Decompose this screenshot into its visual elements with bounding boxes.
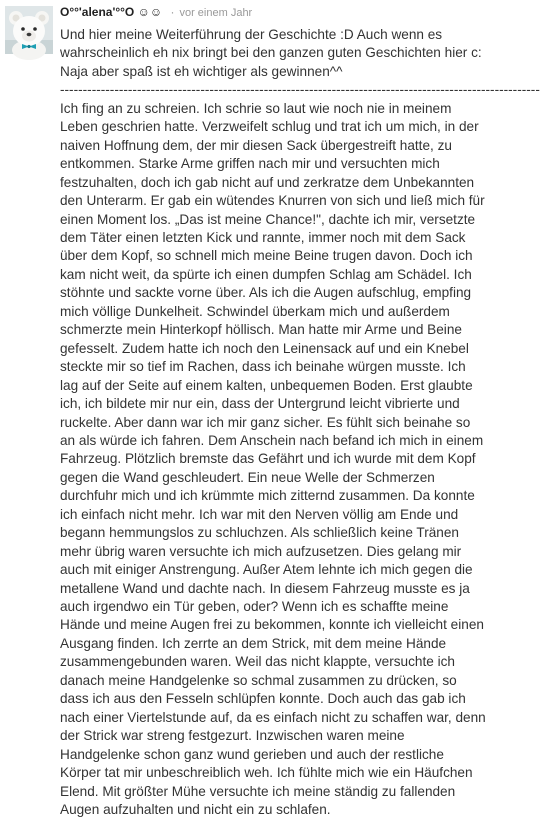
meta-separator: ·: [170, 5, 175, 19]
avatar[interactable]: [5, 6, 53, 54]
story-paragraph: Ich fing an zu schreien. Ich schrie so laut wie noch nie in meinem Leben geschrien hatte. Verzweifelt schlug und trat ich um mich, in der naiven Hoffnung dem, der mir diesen Sack übergestreift hatte, zu entkommen. Starke Arme griffen nach mir und versuchten mich festzuhalten, doch ich gab nicht auf und zerkratze dem Unbekannten den Unterarm. Er gab ein wütendes Knurren von sich und ließ mich für einen Moment los. „Das ist meine Chance!", dachte ich mir, versetzte dem Täter einen letzten Kick und rannte, immer noch mit dem Sack über dem Kopf, so schnell mich meine Beine trugen davon. Doch ich kam nicht weit, da spürte ich einen dumpfen Schlag am Schädel. Ich stöhnte und sackte vorne über. Als ich die Augen aufschlug, empfing mich völlige Dunkelheit. Schwindel überkam mich und außerdem schmerzte mein Hinterkopf höllisch. Man hatte mir Arme und Beine gefesselt. Zudem hatte ich noch den Leinensack auf und ein Knebel steckte mir so tief im Rachen, dass ich beinahe würgen musste. Ich lag auf der Seite auf einem kalten, unbequemen Boden. Erst glaubte ich, ich bildete mir nur ein, dass der Untergrund leicht vibrierte und ruckelte. Aber dann war ich mir ganz sicher. Es fühlt sich beinahe so an als würde ich fahren. Dem Anschein nach befand ich mich in einem Fahrzeug. Plötzlich bremste das Gefährt und ich wurde mit dem Kopf gegen die Wand geschleudert. Ein neue Welle der Schmerzen durchfuhr mich und ich krümmte mich zitternd zusammen. Da konnte ich einfach nicht mehr. Ich war mit den Nerven völlig am Ende und begann hemmungslos zu schluchzen. Als schließlich keine Tränen mehr übrig waren versuchte ich mich aufzusetzen. Dies gelang mir auch mit einiger Anstrengung. Außer Atem lehnte ich mich gegen die metallene Wand und dachte nach. In diesem Fahrzeug musste es ja auch irgendwo ein Tür geben, oder? Wenn ich es schaffte meine Hände und meine Augen frei zu bekommen, konnte ich vielleicht einen Ausgang finden. Ich zerrte an dem Strick, mit dem meine Hände zusammengebunden waren. Weil das nicht klappte, versuchte ich danach meine Handgelenke so schmal zusammen zu drücken, so dass ich aus den Fesseln schlüpfen konnte. Doch auch das gab ich nach einer Viertelstunde auf, da es einfach nicht zu schaffen war, denn der Strick war streng festgezurt. Inzwischen waren meine Handgelenke schon ganz wund gerieben und auch der restliche Körper tat mir unbeschreiblich weh. Ich fühlte mich wie ein Häufchen Elend. Mit größter Mühe versuchte ich meine ständig zu fallenden Augen aufzuhalten und nicht ein zu schlafen.: [60, 100, 486, 818]
author-name: O°°'alena'°°O: [60, 5, 135, 19]
text-divider: ----------------------------------------------------------------------------------------------------------: [60, 82, 540, 98]
timestamp-link[interactable]: vor einem Jahr: [179, 7, 253, 19]
intro-paragraph-2: Naja aber spaß ist eh wichtiger als gewinnen^^: [60, 63, 343, 79]
comment-body: [60, 4, 540, 819]
teddy-bear-avatar-icon: [5, 6, 53, 54]
comment-header: [60, 4, 486, 21]
intro-paragraph-1: Und hier meine Weiterführung der Geschichte :D Auch wenn es wahrscheinlich eh nix bringt bei den ganzen guten Geschichten hier c:: [60, 27, 482, 61]
author-link[interactable]: [60, 5, 165, 19]
comment-text: [60, 26, 540, 819]
author-badges: ☺☺: [137, 5, 163, 19]
